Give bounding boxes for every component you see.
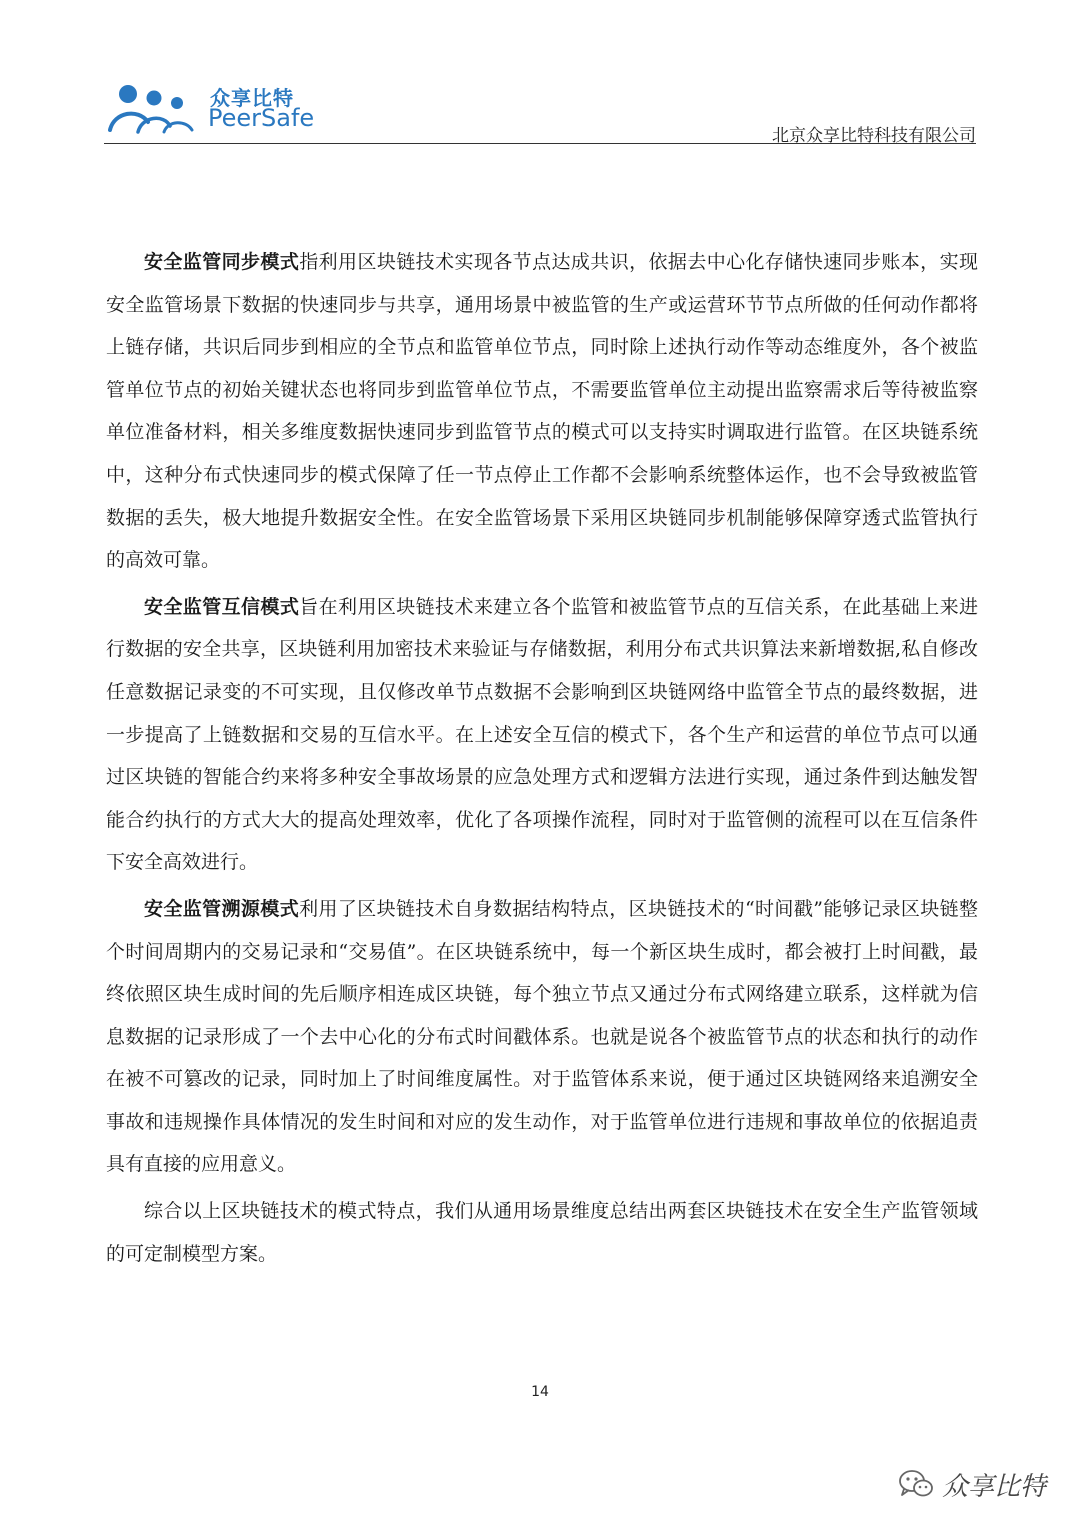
paragraph-heading: 安全监管同步模式 (144, 251, 300, 273)
logo-text-cn: 众享比特 (210, 86, 294, 110)
paragraph-trace-mode (106, 888, 978, 1186)
watermark-text: 众享比特 (941, 1471, 1046, 1502)
paragraph-text: 利用了区块链技术自身数据结构特点，区块链技术的“时间戳”能够记录区块链整个时间周期内的交易记录和“交易值”。在区块链系统中，每一个新区块生成时，都会被打上时间戳，最终依照区块生成时间的先后顺序相连成区块链，每个独立节点又通过分布式网络建立联系，这样就为信息数据的记录形成了一个去中心化的分布式时间戳体系。也就是说各个被监管节点的状态和执行的动作在被不可篡改的记录，同时加上了时间维度属性。对于监管体系来说，便于通过区块链网络来追溯安全事故和违规操作具体情况的发生时间和对应的发生动作，对于监管单位进行违规和事故单位的依据追责具有直接的应用意义。 (106, 897, 978, 1176)
paragraph-summary (106, 1190, 978, 1275)
page-number: 14 (531, 1384, 549, 1400)
paragraph-trust-mode (106, 586, 978, 884)
paragraph-text: 综合以上区块链技术的模式特点，我们从通用场景维度总结出两套区块链技术在安全生产监管领域的可定制模型方案。 (106, 1200, 978, 1265)
logo-text-en: PeerSafe (208, 104, 315, 132)
watermark (898, 1464, 1046, 1504)
paragraph-heading: 安全监管互信模式 (144, 595, 300, 618)
paragraph-text: 指利用区块链技术实现各节点达成共识，依据去中心化存储快速同步账本，实现安全监管场景下数据的快速同步与共享，通用场景中被监管的生产或运营环节节点所做的任何动作都将上链存储，共识后同步到相应的全节点和监管单位节点，同时除上述执行动作等动态维度外，各个被监管单位节点的初始关键状态也将同步到监管单位节点，不需要监管单位主动提出监察需求后等待被监察单位准备材料，相关多维度数据快速同步到监管节点的模式可以支持实时调取进行监管。在区块链系统中，这种分布式快速同步的模式保障了任一节点停止工作都不会影响系统整体运作，也不会导致被监管数据的丢失，极大地提升数据安全性。在安全监管场景下采用区块链同步机制能够保障穿透式监管执行的高效可靠。 (106, 251, 978, 572)
document-body (106, 241, 978, 1275)
paragraph-text: 旨在利用区块链技术来建立各个监管和被监管节点的互信关系，在此基础上来进行数据的安全共享，区块链利用加密技术来验证与存储数据，利用分布式共识算法来新增数据,私自修改任意数据记录变的不可实现，且仅修改单节点数据不会影响到区块链网络中监管全节点的最终数据，进一步提高了上链数据和交易的互信水平。在上述安全互信的模式下，各个生产和运营的单位节点可以通过区块链的智能合约来将多种安全事故场景的应急处理方式和逻辑方法进行实现，通过条件到达触发智能合约执行的方式大大的提高处理效率，优化了各项操作流程，同时对于监管侧的流程可以在互信条件下安全高效进行。 (106, 595, 978, 874)
company-name: 北京众享比特科技有限公司 (772, 126, 976, 146)
header-divider (104, 143, 976, 144)
company-logo (108, 78, 338, 138)
paragraph-heading: 安全监管溯源模式 (144, 897, 300, 920)
paragraph-sync-mode (106, 241, 978, 582)
people-logo-icon (108, 78, 208, 138)
wechat-icon (898, 1469, 934, 1499)
